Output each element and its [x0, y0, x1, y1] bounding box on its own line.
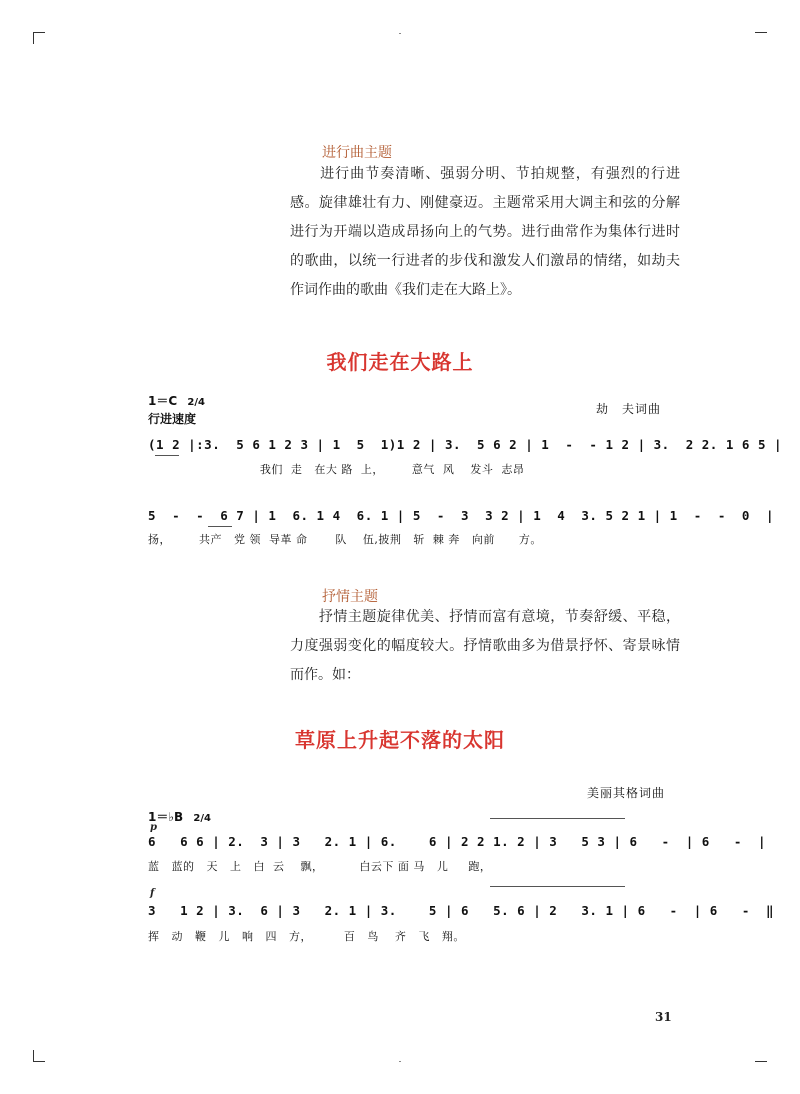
song2-line2-notes: 3 1 2 | 3. 6 | 3 2. 1 | 3. 5 | 6 5. 6 | 2 3. 1 | 6 - | 6 - ‖	[148, 903, 774, 918]
song2-line1-hairpin	[490, 818, 625, 819]
song1-line2-notes: 5 - - 6 7 | 1 6. 1 4 6. 1 | 5 - 3 3 2 | 1 4 3. 5 2 1 | 1 - - 0 |	[148, 508, 774, 523]
song2-dynamic-f: f	[150, 888, 155, 899]
song2-line1-notes: 6 6 6 | 2. 3 | 3 2. 1 | 6. 6 | 2 2 1. 2 | 3 5 3 | 6 - | 6 - |	[148, 834, 766, 849]
song2-key-text: 1＝♭B	[148, 810, 184, 824]
march-paragraph-text: 进行曲节奏清晰、强弱分明、节拍规整，有强烈的行进感。旋律雄壮有力、刚健豪迈。主题常采用大调主和弦的分解进行为开端以造成昂扬向上的气势。进行曲常作为集体行进时的歌曲，以统一行进者的步伐和激发人们激昂的情绪，如劫夫作词作曲的歌曲《我们走在大路上》。	[290, 166, 680, 298]
crop-mark-top-left-v	[33, 32, 34, 44]
song1-title: 我们走在大路上	[326, 350, 474, 374]
song1-line2-lyrics: 扬， 共产 党 领 导革 命 队 伍,披荆 斩 棘 奔 向前 方。	[148, 533, 542, 546]
song1-time-signature: 2/4	[187, 397, 205, 408]
page-number: 31	[655, 1010, 672, 1024]
song2-title: 草原上升起不落的太阳	[295, 728, 505, 752]
song1-key	[148, 392, 205, 409]
crop-mark-top-right	[755, 32, 767, 33]
song1-line2-underline	[208, 526, 232, 527]
song1-key-text: 1＝C	[148, 394, 178, 408]
song1-line1-notes: (1 2 |:3. 5 6 1 2 3 | 1 5 1)1 2 | 3. 5 6 2 | 1 - - 1 2 | 3. 2 2. 1 6 5 |	[148, 437, 783, 452]
song2-time-signature: 2/4	[193, 813, 211, 824]
song2-line2-lyrics: 挥 动 鞭 儿 响 四 方， 百 鸟 齐 飞 翔。	[148, 930, 465, 943]
song1-credit: 劫 夫词曲	[596, 402, 662, 416]
lyric-heading: 抒情主题	[322, 589, 378, 605]
song2-line1-lyrics: 蓝 蓝的 天 上 白 云 飘， 白云下 面 马 儿 跑，	[148, 860, 492, 873]
song1-line1-underline	[155, 455, 179, 456]
song2-key	[148, 808, 211, 825]
crop-mark-bottom-right	[755, 1061, 767, 1062]
song1-line1-lyrics: 我们 走 在大 路 上， 意气 风 发斗 志昂	[148, 463, 525, 476]
song2-credit: 美丽其格词曲	[587, 786, 666, 800]
song1-tempo: 行进速度	[148, 412, 197, 426]
center-tick-bottom	[399, 1061, 401, 1062]
lyric-paragraph	[290, 603, 680, 690]
song2-line2-hairpin	[490, 886, 625, 887]
center-tick-top	[399, 33, 401, 34]
march-paragraph	[290, 160, 680, 305]
song2-dynamic-p: p	[150, 822, 157, 833]
crop-mark-bottom-left-h	[33, 1061, 45, 1062]
march-heading: 进行曲主题	[322, 145, 392, 161]
crop-mark-top-left-h	[33, 32, 45, 33]
lyric-paragraph-text: 抒情主题旋律优美、抒情而富有意境，节奏舒缓、平稳，力度强弱变化的幅度较大。抒情歌曲多为借景抒怀、寄景咏情而作。如：	[290, 609, 680, 683]
